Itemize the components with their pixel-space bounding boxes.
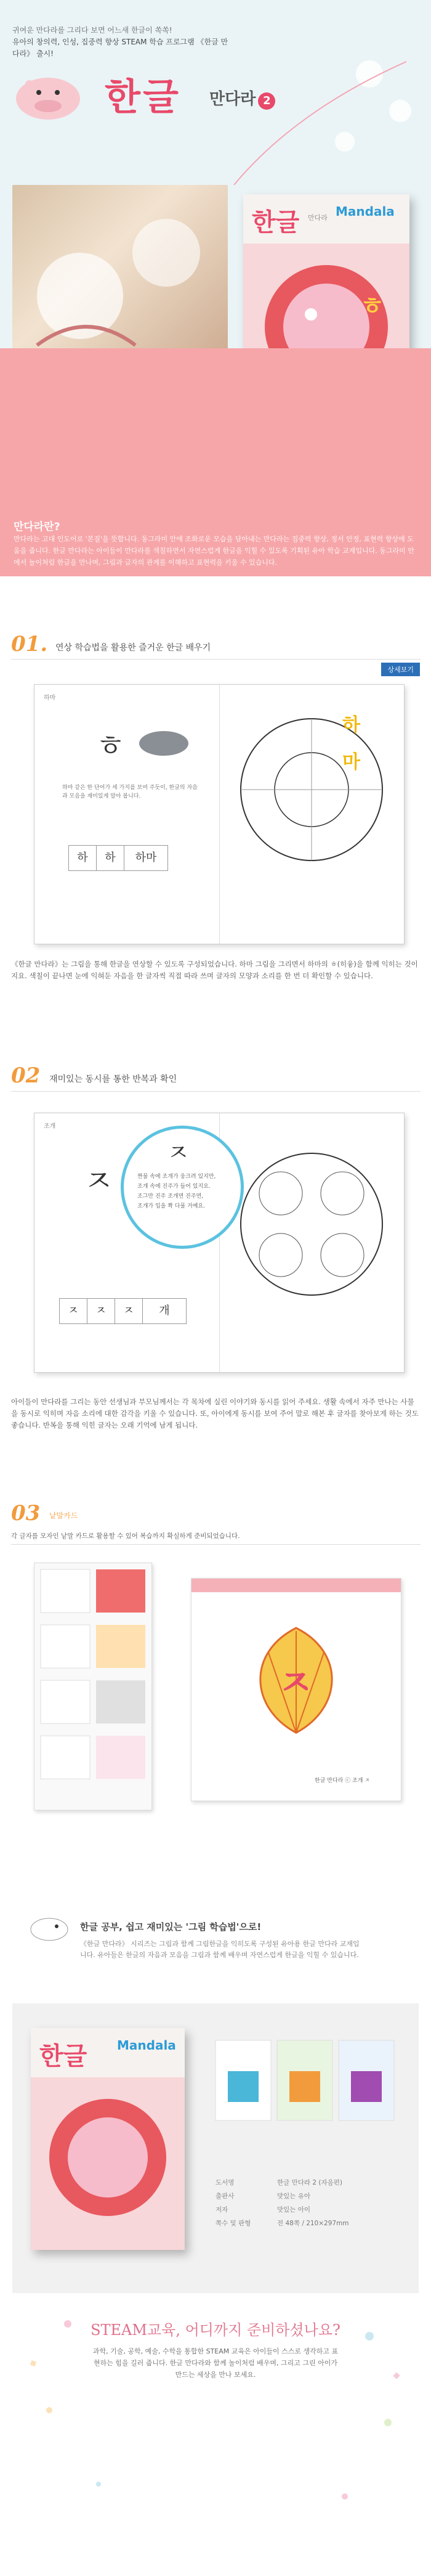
- section-2-rule: [11, 1091, 421, 1092]
- word-card-illustrations: [34, 1563, 151, 1810]
- product-box: [12, 2003, 419, 2293]
- poem-line: 조그만 진주 조개면 진주면,: [137, 1193, 204, 1200]
- hero-title: 한글: [105, 76, 181, 119]
- bird-icon: [25, 1911, 74, 1948]
- practice-cell: 하: [96, 845, 124, 871]
- detail-view-button[interactable]: 상세보기: [381, 663, 420, 676]
- hero-line-2: 유아의 창의력, 인성, 집중력 향상 STEAM 학습 프로그램 《한글 만다라》 출시!: [12, 38, 228, 58]
- hero-volume-badge: 2: [258, 92, 275, 110]
- product-info-row: [216, 2190, 413, 2203]
- section-2-title: 재미있는 동시를 통한 반복과 확인: [49, 1074, 177, 1084]
- svg-text:ㅈ: ㅈ: [278, 1662, 313, 1705]
- section-2-spread: [34, 1113, 405, 1373]
- book-cover-mandala: [46, 2096, 169, 2219]
- info-key: 저자: [216, 2206, 228, 2214]
- product-info-row: [216, 2176, 413, 2190]
- spread-fold: [219, 685, 220, 944]
- poem-line: 조개가 입을 쫙 다물 거예요.: [137, 1203, 205, 1209]
- product-info-row: [216, 2217, 413, 2230]
- practice-cell: ㅈ: [87, 1298, 115, 1324]
- lesson-letter: ㅎ: [96, 729, 125, 763]
- mandala-outline: [238, 716, 385, 864]
- poem-text: [137, 1172, 236, 1211]
- product-info-row: [216, 2203, 413, 2217]
- practice-cell: 하: [68, 845, 97, 871]
- hippo-illustration: [11, 68, 85, 123]
- section-1-description: 《한글 만다라》는 그림을 통해 한글을 연상할 수 있도록 구성되었습니다. 하마 그림을 그리면서 하마의 ㅎ(히읗)을 함께 익히는 것이지요. 색칠이 끝나면 눈에 익혀둔 자음을 한 글자씩 직접 따라 쓰며 글자의 모양과 소리를 한 번 더 확인할 수 있습니다.: [11, 960, 418, 980]
- flower-decoration: [222, 37, 425, 191]
- product-info-table: [216, 2176, 413, 2230]
- hero-section: [0, 0, 431, 348]
- info-value: 한글 만다라 2 (자음편): [277, 2179, 343, 2186]
- section-3-number: 03: [11, 1501, 41, 1526]
- section-3-lead: 각 글자를 모자인 낱말 카드로 활용할 수 있어 복습까지 확실하게 준비되었습니다.: [11, 1532, 240, 1540]
- clam-mandala-outline: [238, 1150, 385, 1298]
- word-card-sheet: [34, 1563, 152, 1810]
- practice-cell: 개: [142, 1298, 187, 1324]
- page-label: 하마: [44, 695, 56, 701]
- card-caption: 한글 만다라 ⓒ 조개 ㅈ: [315, 1778, 370, 1784]
- steam-text: 과학, 기술, 공학, 예술, 수학을 통합한 STEAM 교육은 아이들이 스스로 생각하고 표현하는 힘을 길러 줍니다. 한글 만다라와 함께 놀이처럼 배우며, 그리고 그린 아이가 만드는 세상을 만나 보세요.: [92, 2347, 339, 2379]
- practice-cell: ㅈ: [115, 1298, 143, 1324]
- section-1-title: 연상 학습법을 활용한 즐거운 한글 배우기: [55, 643, 211, 653]
- lesson-caption: 하마 같은 한 단어가 세 가지를 보여 주듯이, 한글의 자음과 모음을 재미있게 알아 봅니다.: [62, 785, 198, 799]
- info-value: 맛있는 아이: [277, 2206, 311, 2214]
- poem-line: 짠물 속에 조개가 웅크려 있지만,: [137, 1174, 216, 1180]
- book-letter-1: ㅎ: [360, 292, 384, 321]
- mandala-letter-2: 마: [342, 751, 360, 773]
- practice-row: [59, 1298, 186, 1324]
- card-top-band: [191, 1579, 401, 1592]
- hippo-photo: [136, 722, 191, 759]
- hero-subtitle-text: 만다라: [209, 90, 256, 108]
- mandala-letter-1: 하: [342, 714, 360, 736]
- steam-title: STEAM교육, 어디까지 준비하셨나요?: [91, 2321, 340, 2339]
- practice-cell: ㅈ: [59, 1298, 87, 1324]
- section-1: [0, 576, 431, 1045]
- hero-line-1: 귀여운 만다라를 그리다 보면 어느새 한글이 쏙쏙!: [12, 26, 172, 35]
- study-heading: 한글 공부, 쉽고 재미있는 '그림 학습법'으로!: [80, 1921, 262, 1932]
- intro-section: [0, 348, 431, 576]
- practice-cell: 하마: [124, 845, 168, 871]
- section-1-number: 01.: [11, 632, 48, 656]
- book-cover-title: 한글: [252, 208, 300, 237]
- clam-illustration: [244, 1616, 348, 1739]
- section-3-title: 낱말카드: [49, 1511, 78, 1520]
- section-1-spread: [34, 684, 405, 944]
- info-value: 전 48쪽 / 210×297mm: [277, 2220, 349, 2227]
- intro-text: 만다라는 고대 인도어로 '본질'을 뜻합니다. 동그라미 안에 조화로운 모습을 담아내는 만다라는 집중력 향상, 정서 안정, 표현력 향상에 도움을 줍니다. 한글 만다라는 아이들이 만다라를 색칠하면서 자연스럽게 한글을 익힐 수 있도록 기획된 유아 학습 교재입니다. 동그라미 안에서 놀이처럼 한글을 만나며, 그림과 글자의 관계를 이해하고 표현력을 키울 수 있습니다.: [14, 535, 414, 566]
- section-3: [0, 1476, 431, 1858]
- section-2-description: 아이들이 만다라를 그리는 동안 선생님과 부모님께서는 각 목차에 실린 이야기와 동시를 읽어 주세요. 생활 속에서 자주 만나는 사물을 동시로 익히며 자음 소리에 대한 감각을 키울 수 있습니다. 또, 아이에게 동시를 보여 주어 말로 해본 후 글자를 찾아보게 하는 것도 좋습니다. 반복을 통해 익힌 글자는 오래 기억에 남게 됩니다.: [11, 1397, 419, 1429]
- section-2-number: 02: [11, 1063, 41, 1088]
- section-3-rule: [11, 1544, 421, 1545]
- info-key: 도서명: [216, 2179, 235, 2186]
- section-2: [0, 1045, 431, 1476]
- info-key: 쪽수 및 판형: [216, 2220, 251, 2227]
- lesson-letter: ㅈ: [84, 1163, 114, 1199]
- book-cover-brand: Mandala: [117, 2038, 176, 2053]
- study-text: 《한글 만다라》 시리즈는 그림과 함께 그림한글을 익히도록 구성된 유아용 한글 만다라 교재입니다. 유아들은 한글의 자음과 모음을 그림과 함께 배우며 자연스럽게 한글을 익힐 수 있습니다.: [80, 1940, 360, 1959]
- section-1-rule: [11, 659, 421, 660]
- word-card-enlarged: [191, 1578, 401, 1801]
- series-covers: [216, 2034, 406, 2157]
- magnifier-letter: ㅈ: [167, 1139, 190, 1166]
- practice-row: [68, 845, 167, 871]
- hero-intro: [12, 25, 234, 60]
- book-cover-brand: Mandala: [336, 204, 395, 219]
- poem-line: 조개 속에 진주가 들어 있지요.: [137, 1184, 211, 1190]
- book-cover-series: 만다라: [308, 214, 328, 222]
- book-cover-title: 한글: [39, 2042, 87, 2071]
- product-book-cover: [31, 2028, 185, 2250]
- info-value: 맛있는 유아: [277, 2193, 311, 2200]
- poem-magnifier: [121, 1126, 244, 1249]
- intro-heading: 만다라란?: [14, 521, 60, 533]
- info-key: 출판사: [216, 2193, 235, 2200]
- page-label: 조개: [44, 1123, 56, 1130]
